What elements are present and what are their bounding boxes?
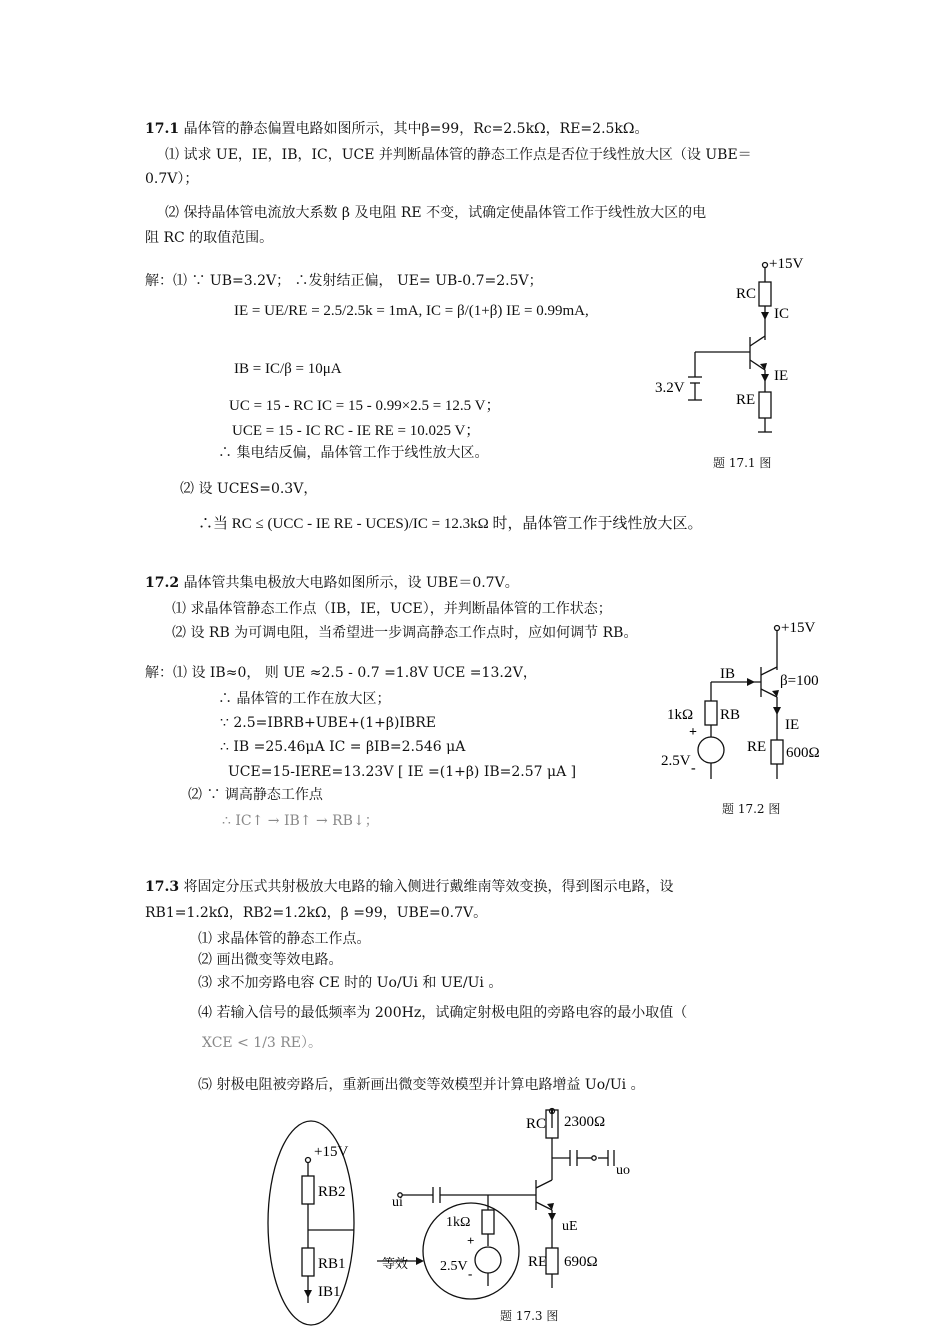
problem-17-1-q1-cont: 0.7V）； [145, 171, 199, 187]
solution-17-1-line8: ∴当 RC ≤ (UCC - IE RE - UCES)/IC = 12.3kΩ 时，晶体管工作于线性放大区。 [198, 516, 703, 532]
fig172-beta-label: β=100 [780, 673, 819, 689]
problem-17-2-q1: ⑴ 求晶体管静态工作点（IB，IE，UCE），并判断晶体管的工作状态； [172, 601, 612, 617]
fig172-ie-label: IE [785, 717, 800, 733]
fig173-1k-label: 1kΩ [446, 1215, 471, 1230]
fig172-source-label: 2.5V [661, 753, 691, 769]
fig171-vcc-label: +15V [769, 256, 804, 272]
problem-17-3-q3: ⑶ 求不加旁路电容 CE 时的 Uo/Ui 和 UE/Ui 。 [198, 975, 503, 991]
solution-17-1-line4: UC = 15 - RC IC = 15 - 0.99×2.5 = 12.5 V； [229, 398, 501, 414]
fig173-ib1-label: IB1 [318, 1284, 341, 1300]
problem-17-1-title: 17.1 晶体管的静态偏置电路如图所示，其中β=99，Rc=2.5kΩ，RE=2.5kΩ。 [145, 121, 649, 137]
solution-17-1-line2: IE = UE/RE = 2.5/2.5k = 1mA, IC = β/(1+β) IE = 0.99mA, [234, 303, 589, 319]
figure-17-1-circuit [650, 252, 830, 452]
problem-17-3-q2: ⑵ 画出微变等效电路。 [198, 952, 343, 968]
problem-17-3-q4: ⑷ 若输入信号的最低频率为 200Hz，试确定射极电阻的旁路电容的最小取值（ [198, 1005, 688, 1021]
solution-17-1-line6: ∴ 集电结反偏，晶体管工作于线性放大区。 [218, 445, 489, 461]
figure-17-2-caption: 题 17.2 图 [722, 802, 781, 816]
figure-17-3-caption: 题 17.3 图 [500, 1309, 559, 1323]
problem-17-3-q4-cont: XCE < 1/3 RE）。 [202, 1035, 323, 1051]
fig173-rc-label: RC [526, 1116, 547, 1132]
fig173-equiv-label: 等效 [382, 1256, 409, 1271]
fig172-rb-label: RB [720, 707, 741, 723]
fig173-rb1-label: RB1 [318, 1256, 346, 1272]
problem-17-3-title-cont: RB1=1.2kΩ，RB2=1.2kΩ，β =99，UBE=0.7V。 [145, 905, 488, 921]
solution-17-2-line6: ⑵ ∵ 调高静态工作点 [188, 787, 323, 803]
fig172-re-value: 600Ω [786, 745, 820, 761]
solution-17-2-line4: ∴ IB =25.46μA IC = βIB=2.546 μA [220, 739, 466, 755]
problem-17-1-q2: ⑵ 保持晶体管电流放大系数 β 及电阻 RE 不变，试确定使晶体管工作于线性放大区的电 [165, 205, 707, 221]
fig173-rc-value: 2300Ω [564, 1114, 606, 1130]
problem-17-1-q1: ⑴ 试求 UE，IE，IB，IC，UCE 并判断晶体管的静态工作点是否位于线性放大区（设 UBE＝ [165, 147, 752, 163]
figure-17-3-circuit [262, 1098, 682, 1328]
problem-17-2-title: 17.2 晶体管共集电极放大电路如图所示，设 UBE＝0.7V。 [145, 575, 519, 591]
problem-17-3-title: 17.3 将固定分压式共射极放大电路的输入侧进行戴维南等效变换，得到图示电路，设 [145, 879, 674, 895]
solution-17-2-line2: ∴ 晶体管的工作在放大区； [218, 691, 391, 707]
solution-17-2-line3: ∵ 2.5=IBRB+UBE+(1+β)IBRE [220, 715, 437, 731]
fig172-re-label: RE [747, 739, 767, 755]
problem-17-2-q2: ⑵ 设 RB 为可调电阻，当希望进一步调高静态工作点时，应如何调节 RB。 [172, 625, 638, 641]
fig173-ui-label: ui [392, 1195, 403, 1210]
fig171-re-label: RE [736, 392, 756, 408]
fig173-left-vcc-label: +15V [314, 1144, 349, 1160]
svg-text:-: - [468, 1266, 473, 1281]
svg-text:+: + [689, 725, 697, 740]
solution-17-2-line7: ∴ IC↑ → IB↑ → RB↓； [222, 813, 379, 829]
problem-17-3-q5: ⑸ 射极电阻被旁路后，重新画出微变等效模型并计算电路增益 Uo/Ui 。 [198, 1077, 645, 1093]
fig172-1k-label: 1kΩ [667, 707, 694, 723]
svg-text:-: - [691, 761, 696, 776]
fig173-uo-label: uo [616, 1163, 630, 1178]
fig173-ue-label: uE [562, 1219, 578, 1234]
figure-17-2-circuit [655, 615, 855, 790]
fig172-ib-label: IB [720, 666, 735, 682]
fig171-vb-label: 3.2V [655, 380, 685, 396]
figure-17-1-caption: 题 17.1 图 [713, 456, 772, 470]
problem-17-3-q1: ⑴ 求晶体管的静态工作点。 [198, 931, 371, 947]
solution-17-1-line7: ⑵ 设 UCES=0.3V， [180, 481, 318, 497]
fig173-rb2-label: RB2 [318, 1184, 346, 1200]
problem-17-1-q2-cont: 阻 RC 的取值范围。 [145, 230, 274, 246]
solution-17-2-line5: UCE=15-IERE=13.23V [ IE =(1+β) IB=2.57 μA ] [228, 764, 577, 780]
fig171-ic-label: IC [774, 306, 789, 322]
fig171-ie-label: IE [774, 368, 789, 384]
solution-17-2-line1: 解：⑴ 设 IB≈0， 则 UE ≈2.5 - 0.7 =1.8V UCE =13.2V， [145, 665, 537, 681]
fig172-vcc-label: +15V [781, 620, 816, 636]
fig173-re-label: RE [528, 1254, 548, 1270]
fig171-rc-label: RC [736, 286, 757, 302]
solution-17-1-line3: IB = IC/β = 10μA [234, 361, 342, 377]
svg-text:+: + [467, 1233, 475, 1248]
fig173-re-value: 690Ω [564, 1254, 598, 1270]
solution-17-1-line5: UCE = 15 - IC RC - IE RE = 10.025 V； [232, 423, 481, 439]
fig173-source-label: 2.5V [440, 1259, 468, 1274]
solution-17-1-line1: 解：⑴ ∵ UB=3.2V； ∴发射结正偏， UE= UB-0.7=2.5V； [145, 273, 543, 289]
